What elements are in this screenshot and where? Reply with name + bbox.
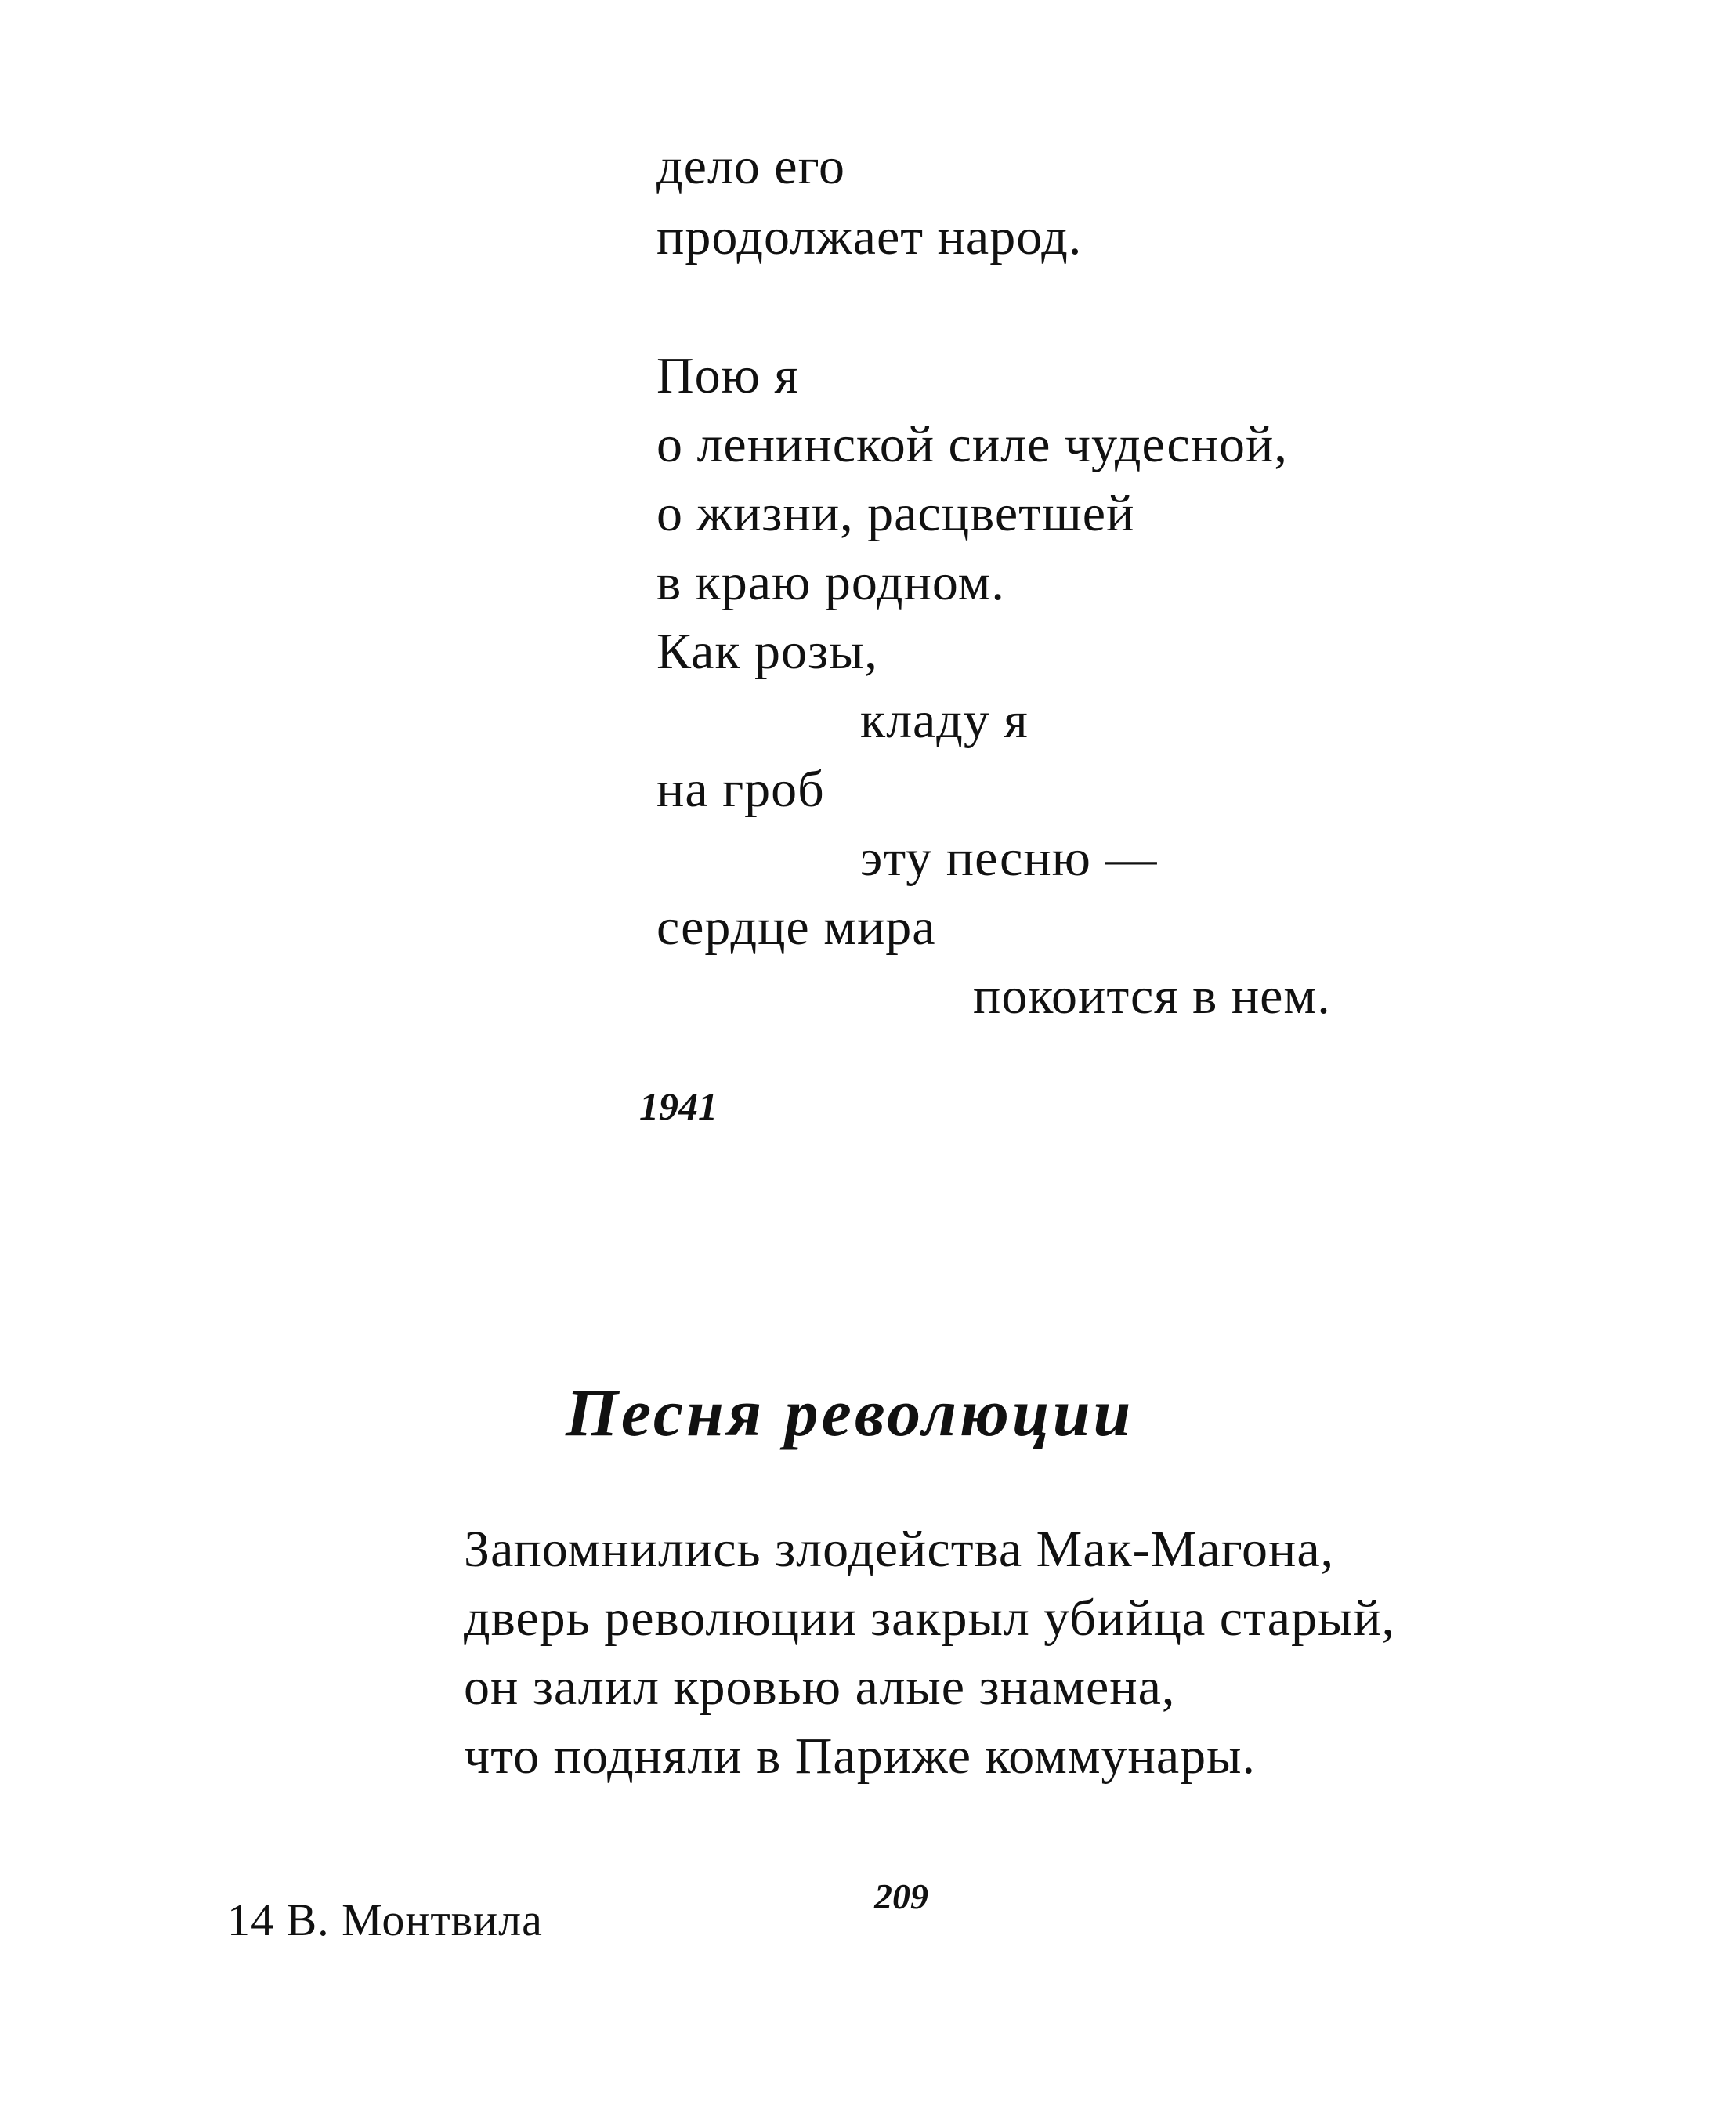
poem-line: продолжает народ. [656, 208, 1083, 266]
poem-line: сердце мира [656, 899, 936, 956]
page-number: 209 [874, 1876, 928, 1916]
poem-line: покоится в нем. [973, 968, 1331, 1025]
poem-line: о ленинской силе чудесной, [656, 416, 1288, 473]
poem-line: дверь революции закрыл убийца старый, [464, 1590, 1396, 1647]
poem-line: Как розы, [656, 623, 878, 680]
poem-line: дело его [656, 138, 846, 195]
signature-mark: 14 В. Монтвила [227, 1894, 543, 1945]
poem-line: эту песню — [860, 830, 1158, 887]
poem-line: он залил кровью алые знамена, [464, 1659, 1176, 1716]
poem-line: Запомнились злодейства Мак-Магона, [464, 1521, 1335, 1578]
poem-title: Песня революции [566, 1375, 1134, 1450]
poem-line: кладу я [860, 692, 1029, 749]
poem-line: на гроб [656, 761, 825, 818]
poem-line: что подняли в Париже коммунары. [464, 1727, 1257, 1785]
poem-line: Пою я [656, 347, 799, 404]
poem-line: о жизни, расцветшей [656, 485, 1135, 542]
poem-date: 1941 [639, 1084, 718, 1128]
poem-line: в краю родном. [656, 554, 1005, 611]
